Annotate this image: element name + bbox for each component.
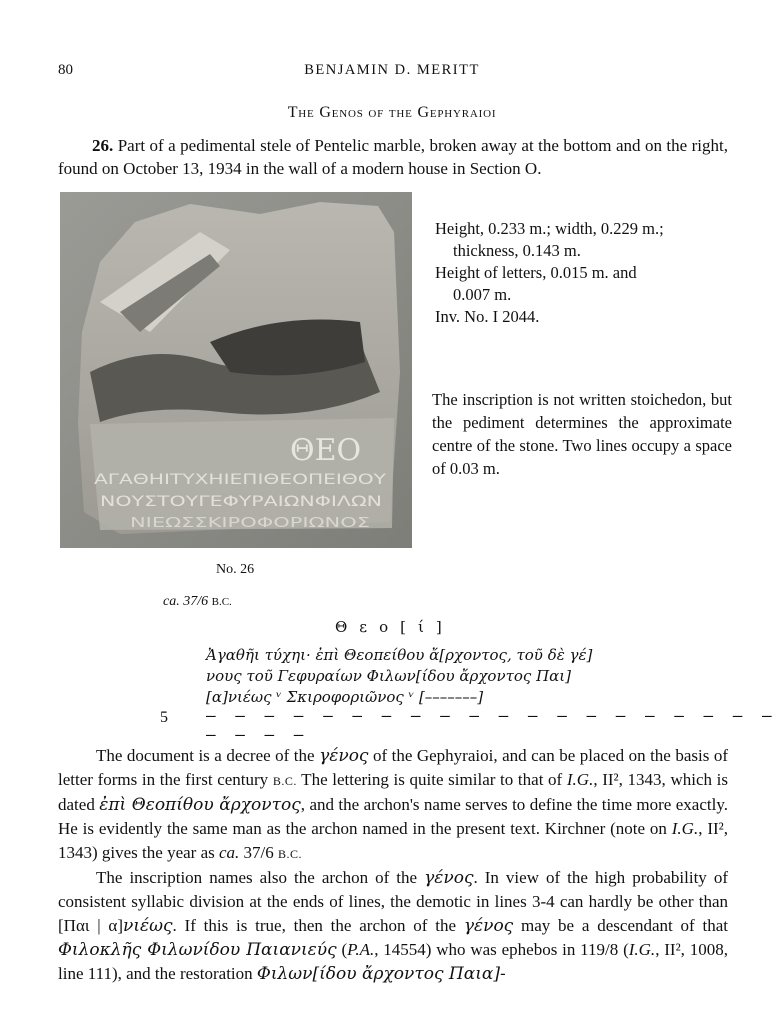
measurement-line: Height of letters, 0.015 m. and: [435, 263, 637, 282]
date-prefix: ca. 37/6: [163, 594, 209, 609]
measurement-line: thickness, 0.143 m.: [453, 241, 581, 260]
stele-photograph: [60, 192, 412, 548]
paragraph-1: The document is a decree of the γένος of the Gephyraioi, and can be placed on the basis of letter forms in the first century B.C. The lettering is quite similar to that of I.G., II², 1343, which is dated ἐπὶ Θεοπίθου ἄρχοντος, and the archon's name serves to define the time more exactly. He is evidently the same man as the archon named in the present text. Kirchner (note on I.G., II², 1343) gives the year as ca. 37/6 B.C.: [58, 746, 728, 862]
entry-number: 26.: [92, 136, 114, 155]
measurements: [435, 218, 735, 328]
stoichedon-note: The inscription is not written stoichedon, but the pediment determines the approximate centre of the stone. Two lines occupy a space of 0.03 m.: [432, 390, 732, 478]
lacuna-dashes: – – – – – – – – – – – – – – – – – – – – – – – –: [206, 706, 777, 744]
running-head: BENJAMIN D. MERITT: [304, 62, 480, 78]
page-number: 80: [58, 62, 73, 78]
stele-image: [60, 192, 412, 548]
stone-text-line-3: ΝΟΥΣΤΟΥΓΕΦΥΡΑΙΩΝΦΙΛΩΝ: [100, 494, 382, 510]
inscription-line: Ἀγαθῆι τύχηι· ἐπὶ Θεοπείθου ἄ[ρχοντος, τοῦ δὲ γέ]: [206, 646, 593, 664]
date-line: [163, 594, 232, 610]
section-title: The Genos of the Gephyraioi: [287, 104, 497, 121]
catalogue-entry: [58, 134, 728, 180]
photo-caption: No. 26: [216, 562, 255, 577]
entry-description: Part of a pedimental stele of Pentelic marble, broken away at the bottom and on the right, found on October 13, 1934 in the wall of a modern house in Section O.: [58, 136, 728, 178]
stone-text-line-4: ΝΙΕΩΣΣΚΙΡΟΦΟΡΙΩΝΟΣ: [130, 516, 370, 531]
date-era: B.C.: [211, 596, 232, 608]
line-number: 5: [160, 709, 168, 726]
paragraph-2: The inscription names also the archon of the γένος. In view of the high probability of consistent syllabic division at the ends of lines, the demotic in lines 3-4 can hardly be other than [Παι | α]νιέως. If this is true, then the archon of the γένος may be a descendant of that Φιλοκλῆς Φιλωνίδου Παιανιεύς (P.A., 14554) who was ephebos in 119/8 (I.G., II², 1008, line 111), and the restoration Φιλων[ίδου ἄρχοντος Παια]-: [58, 868, 729, 984]
inscription-line: νους τοῦ Γεφυραίων Φιλων[ίδου ἄρχοντος Παι]: [206, 667, 572, 685]
measurement-line: Height, 0.233 m.; width, 0.229 m.;: [435, 219, 664, 238]
stone-text-line-1: ΘΕΟ: [290, 433, 362, 468]
commentary: [58, 744, 728, 986]
measurement-line: Inv. No. I 2044.: [435, 307, 540, 326]
inscription-heading: Θεο[ί]: [335, 618, 454, 636]
measurement-line: 0.007 m.: [453, 285, 512, 304]
stone-text-line-2: ΑΓΑΘΗΙΤΥΧΗΙΕΠΙΘΕΟΠΕΙΘΟΥ: [94, 472, 387, 488]
inscription-line: [α]νιέως ᵛ Σκιροφοριῶνος ᵛ [–––––––]: [206, 688, 484, 706]
